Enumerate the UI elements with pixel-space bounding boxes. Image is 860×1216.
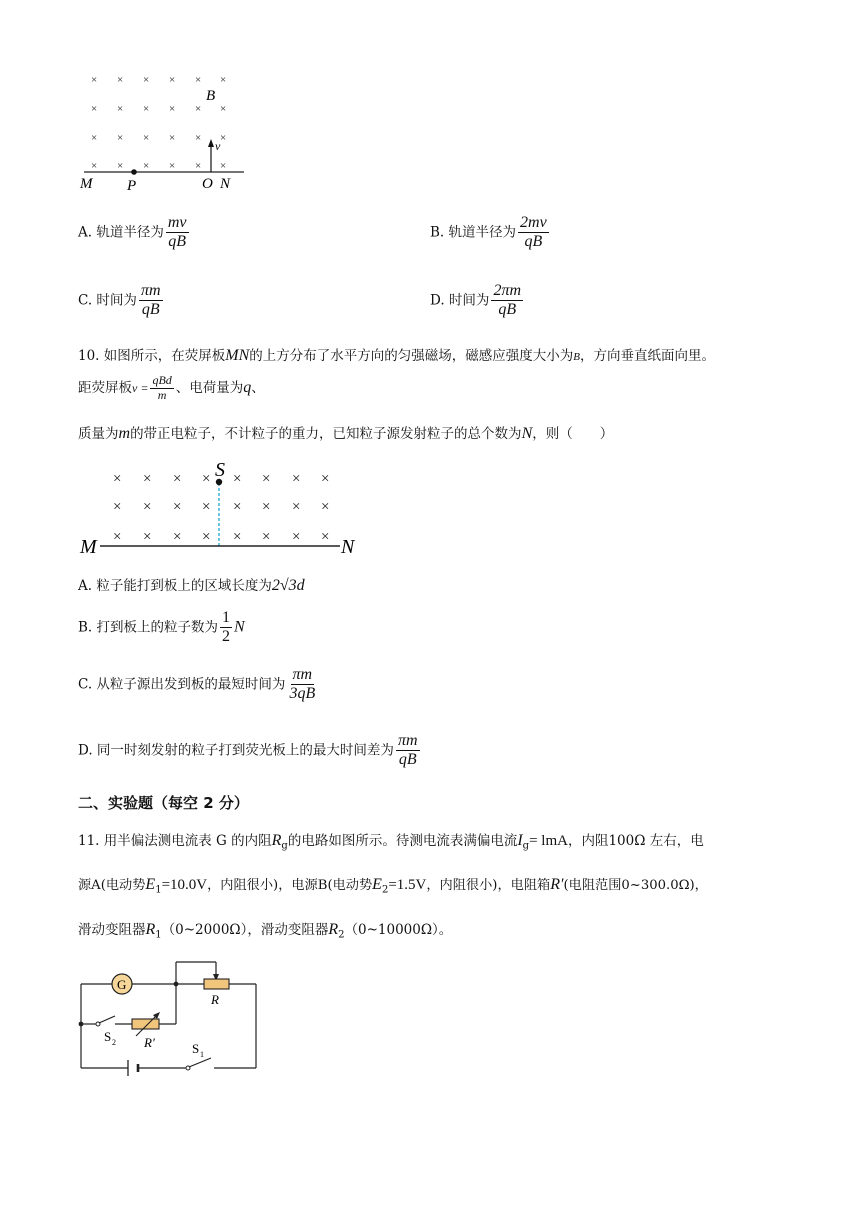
- svg-text:×: ×: [117, 160, 124, 172]
- figure-magnetic-field-q9: [78, 68, 248, 196]
- svg-text:×: ×: [202, 499, 211, 515]
- svg-text:×: ×: [143, 103, 150, 115]
- svg-text:×: ×: [292, 499, 301, 515]
- q10-stem-line2: [78, 374, 265, 403]
- svg-text:×: ×: [117, 74, 124, 86]
- label-s1-sub: 1: [200, 1050, 204, 1059]
- value: =10.0V: [161, 877, 208, 893]
- var-e2: E: [372, 876, 382, 893]
- label-s2-sub: 2: [112, 1038, 116, 1047]
- svg-text:×: ×: [220, 103, 227, 115]
- denominator: qB: [398, 751, 417, 769]
- q9-option-a: [78, 214, 191, 252]
- fraction: [166, 214, 189, 252]
- option-text: C. 从粒子源出发到板的最短时间为: [78, 676, 286, 693]
- fraction: [518, 214, 549, 252]
- svg-text:×: ×: [143, 74, 150, 86]
- q10-option-b: [78, 609, 245, 647]
- var-q: q: [243, 378, 252, 396]
- svg-text:×: ×: [113, 499, 122, 515]
- option-text: B. 打到板上的粒子数为: [78, 619, 219, 636]
- option-text: C. 时间为: [78, 292, 137, 309]
- var-n: N: [521, 425, 533, 442]
- var-r-prime: R′: [550, 876, 564, 893]
- svg-text:×: ×: [262, 529, 271, 545]
- svg-text:×: ×: [233, 471, 242, 487]
- label-n: N: [341, 536, 355, 558]
- numerator: qBd: [152, 373, 172, 387]
- svg-text:×: ×: [173, 529, 182, 545]
- label-b: B: [206, 88, 216, 104]
- section-heading: 二、实验题（每空 2 分）: [78, 794, 249, 812]
- numerator: πm: [291, 666, 315, 685]
- svg-text:×: ×: [91, 132, 98, 144]
- circuit-wires: [81, 962, 256, 1068]
- q9-option-d: [430, 282, 525, 320]
- numerator: πm: [396, 732, 420, 751]
- subscript: 1: [155, 929, 162, 941]
- label-v: v: [215, 139, 221, 153]
- numerator: πm: [139, 282, 163, 301]
- fraction: [396, 732, 420, 770]
- svg-text:×: ×: [117, 103, 124, 115]
- value: =1.5V: [388, 877, 427, 893]
- var-i: I: [517, 832, 523, 849]
- var-r: R: [271, 832, 282, 849]
- label-m: M: [80, 176, 93, 192]
- svg-text:×: ×: [233, 499, 242, 515]
- text: 的电路如图所示。待测电流表满偏电流: [287, 833, 518, 849]
- point-p: [131, 169, 137, 175]
- text: 的上方分布了水平方向的匀强磁场，磁感应强度大小为: [249, 348, 574, 364]
- var-n: N: [234, 618, 245, 636]
- svg-text:×: ×: [91, 74, 98, 86]
- text: （0~2000Ω），滑动变阻器: [161, 922, 329, 938]
- resistance-box: [132, 1019, 159, 1029]
- fraction: [220, 609, 232, 647]
- svg-text:×: ×: [91, 160, 98, 172]
- text: （0~10000Ω）。: [344, 922, 453, 938]
- svg-text:×: ×: [173, 471, 182, 487]
- svg-text:×: ×: [169, 160, 176, 172]
- svg-text:×: ×: [143, 471, 152, 487]
- svg-text:×: ×: [169, 132, 176, 144]
- fraction: [287, 666, 317, 704]
- label-o: O: [202, 176, 213, 192]
- svg-text:×: ×: [195, 103, 202, 115]
- q9-option-c: [78, 282, 165, 320]
- svg-text:×: ×: [143, 529, 152, 545]
- svg-text:×: ×: [321, 471, 330, 487]
- label-s: S: [215, 459, 225, 481]
- numerator: mv: [166, 214, 189, 233]
- text: 10. 如图所示，在荧屏板: [78, 348, 226, 364]
- svg-text:×: ×: [233, 529, 242, 545]
- option-text: D. 时间为: [430, 292, 490, 309]
- option-text: A. 轨道半径为: [78, 224, 164, 241]
- var-v: v =: [132, 380, 149, 395]
- label-r: R: [211, 992, 219, 1007]
- svg-text:×: ×: [202, 529, 211, 545]
- svg-text:×: ×: [143, 499, 152, 515]
- rheostat-r: [204, 979, 229, 989]
- q9-option-b: [430, 214, 551, 252]
- svg-text:×: ×: [91, 103, 98, 115]
- q10-stem-line1: [78, 344, 715, 365]
- text: 距荧屏板: [78, 379, 132, 396]
- numerator: 1: [220, 609, 232, 628]
- q11-stem-line1: [78, 829, 704, 852]
- q10-stem-line3: [78, 422, 613, 443]
- numerator: 2mv: [518, 214, 549, 233]
- var-r1: R: [145, 921, 156, 938]
- svg-text:×: ×: [195, 74, 202, 86]
- svg-text:×: ×: [292, 529, 301, 545]
- label-s1: S: [192, 1041, 200, 1056]
- label-m: M: [80, 536, 97, 558]
- var-b: B: [573, 351, 580, 363]
- fraction: [150, 374, 173, 403]
- label-r-prime: R′: [144, 1035, 155, 1050]
- svg-text:×: ×: [143, 160, 150, 172]
- q10-option-c: [78, 666, 319, 704]
- text: ，内阻很小)，电阻箱: [426, 878, 551, 893]
- q10-option-d: [78, 732, 422, 770]
- svg-text:×: ×: [321, 529, 330, 545]
- switch-s1: [189, 1058, 211, 1067]
- svg-text:×: ×: [195, 160, 202, 172]
- q11-stem-line2: [78, 874, 708, 896]
- svg-text:×: ×: [173, 499, 182, 515]
- text: 滑动变阻器: [78, 922, 146, 938]
- subscript: g: [522, 840, 530, 852]
- svg-text:×: ×: [117, 132, 124, 144]
- svg-text:×: ×: [262, 499, 271, 515]
- fraction: [139, 282, 163, 320]
- text: 质量为: [78, 426, 119, 442]
- figure-particle-source-q10: [78, 456, 368, 558]
- svg-text:×: ×: [143, 132, 150, 144]
- svg-text:×: ×: [220, 132, 227, 144]
- svg-text:×: ×: [262, 471, 271, 487]
- label-g: G: [117, 977, 127, 992]
- label-p: P: [127, 178, 137, 194]
- svg-text:×: ×: [113, 529, 122, 545]
- subscript: 1: [155, 884, 162, 896]
- var-e1: E: [145, 876, 156, 893]
- text: 、电荷量为: [175, 379, 244, 396]
- text: ，方向垂直纸面向里。: [580, 348, 715, 364]
- var-m: m: [118, 425, 131, 442]
- label-n: N: [220, 176, 231, 192]
- value: = lmA: [529, 833, 568, 849]
- text: 、: [251, 379, 265, 396]
- q10-option-a: [78, 574, 305, 595]
- subscript: g: [281, 840, 288, 852]
- option-text: A. 粒子能打到板上的区域长度为: [78, 578, 272, 594]
- svg-text:×: ×: [195, 132, 202, 144]
- math-value: 2√3d: [271, 577, 305, 594]
- denominator: qB: [168, 233, 187, 251]
- subscript: 2: [381, 884, 389, 896]
- svg-text:×: ×: [169, 103, 176, 115]
- svg-text:×: ×: [292, 471, 301, 487]
- svg-text:×: ×: [113, 471, 122, 487]
- denominator: 3qB: [289, 685, 316, 703]
- text: ，内阻100Ω 左右，电: [567, 833, 704, 849]
- figure-circuit-q11: [74, 954, 264, 1078]
- text: ，内阻很小)，电源B(电动势: [207, 878, 373, 893]
- svg-text:×: ×: [321, 499, 330, 515]
- denominator: qB: [524, 233, 543, 251]
- switch-s2: [99, 1016, 115, 1023]
- fraction: [491, 282, 523, 320]
- svg-text:×: ×: [169, 74, 176, 86]
- option-text: B. 轨道半径为: [430, 224, 517, 241]
- text: 的带正电粒子，不计粒子的重力，已知粒子源发射粒子的总个数为: [130, 426, 522, 442]
- subscript: 2: [338, 929, 345, 941]
- denominator: m: [157, 387, 167, 402]
- var-mn: MN: [225, 347, 250, 364]
- text: ，则（ ）: [532, 426, 614, 442]
- option-text: D. 同一时刻发射的粒子打到荧光板上的最大时间差为: [78, 742, 394, 759]
- svg-text:×: ×: [202, 471, 211, 487]
- q11-stem-line3: [78, 918, 452, 941]
- denominator: 2: [222, 628, 231, 646]
- label-s2: S: [104, 1029, 112, 1044]
- denominator: qB: [498, 301, 517, 319]
- svg-text:×: ×: [220, 74, 227, 86]
- text: (电阻范围0~300.0Ω)，: [563, 878, 708, 893]
- svg-text:×: ×: [220, 160, 227, 172]
- numerator: 2πm: [491, 282, 523, 301]
- text: 11. 用半偏法测电流表 G 的内阻: [78, 833, 272, 849]
- text: 源A(电动势: [78, 878, 146, 893]
- denominator: qB: [141, 301, 160, 319]
- var-r2: R: [328, 921, 339, 938]
